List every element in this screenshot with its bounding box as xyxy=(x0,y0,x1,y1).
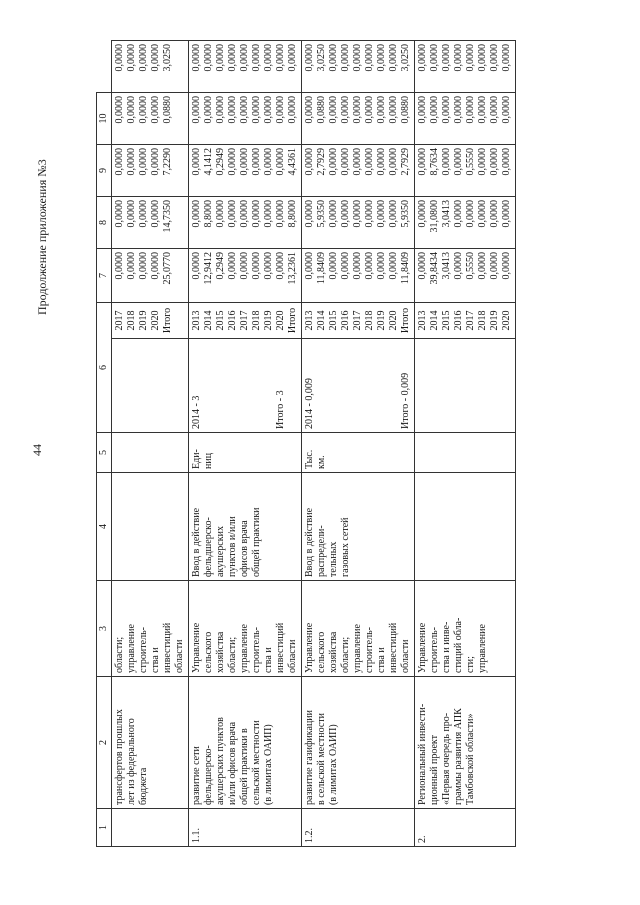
row-number xyxy=(112,809,189,847)
row-total-cell: 0,0000 11,8409 0,0000 0,0000 0,0000 0,0000 0,0000 0,0000 11,8409 xyxy=(302,249,415,303)
row-source-cell: 0,0000 0,0000 0,0000 0,0000 7,2290 xyxy=(112,145,189,197)
column-header: 6 xyxy=(97,303,112,433)
row-source-cell: 0,0000 0,0000 0,0000 0,0000 3,0250 xyxy=(112,41,189,93)
row-source-cell: 0,0000 0,0000 0,0000 0,0000 0,0000 0,0000 0,0000 0,0000 xyxy=(415,93,516,145)
row-source-cell: 0,0000 5,9350 0,0000 0,0000 0,0000 0,0000 0,0000 0,0000 5,9350 xyxy=(302,197,415,249)
row-name-cell: развитие газификации в сельской местности (в лимитах ОАИП) xyxy=(302,677,415,809)
row-total-cell: 0,0000 12,9412 0,2949 0,0000 0,0000 0,0000 0,0000 0,0000 13,2361 xyxy=(189,249,302,303)
row-unit-cell xyxy=(415,433,516,473)
row-unit-cell: Еди- ниц xyxy=(189,433,302,473)
page-number: 44 xyxy=(30,444,44,456)
row-unit-cell: Тыс. км. xyxy=(302,433,415,473)
row-years-cell: 2017 2018 2019 2020 Итого xyxy=(112,303,189,339)
column-header: 2 xyxy=(97,677,112,809)
row-indicator-cell xyxy=(415,473,516,581)
row-indicator-cell: Ввод в действие фельдшерско- акушерских пунктов и/или офисов врача общей практики xyxy=(189,473,302,581)
row-source-cell: 0,0000 31,0800 3,0413 0,0000 0,0000 0,0000 0,0000 0,0000 xyxy=(415,197,516,249)
row-executor-cell: Управление строитель- ства и инве- стиций обла- сти; управление xyxy=(415,581,516,677)
row-executor-cell: Управление сельского хозяйства области; управление строитель- ства и инвестиций области xyxy=(302,581,415,677)
row-name-cell: трансфертов прошлых лет из федерального бюджета xyxy=(112,677,189,809)
row-source-cell: 0,0000 8,7634 0,0000 0,0000 0,5550 0,0000 0,0000 0,0000 xyxy=(415,145,516,197)
column-header: 10 xyxy=(97,93,112,145)
row-indicator-cell xyxy=(112,473,189,581)
column-header: 1 xyxy=(97,809,112,847)
row-target-cell: 2014 - 0,009 Итого - 0,009 xyxy=(302,339,415,433)
row-name-cell: Региональный инвести- ционный проект «Первая очередь про- граммы развития АПК Тамбовской области» xyxy=(415,677,516,809)
table-row xyxy=(189,41,302,847)
row-source-cell: 0,0000 8,8000 0,0000 0,0000 0,0000 0,0000 0,0000 0,0000 8,8000 xyxy=(189,197,302,249)
row-source-cell: 0,0000 0,0000 0,0000 0,0000 0,0000 0,0000 0,0000 0,0000 0,0000 xyxy=(189,93,302,145)
row-target-cell xyxy=(415,339,516,433)
row-executor-cell: Управление сельского хозяйства области; управление строитель- ства и инвестиций области xyxy=(189,581,302,677)
row-years-cell: 2013 2014 2015 2016 2017 2018 2019 2020 Итого xyxy=(302,303,415,339)
row-indicator-cell: Ввод в действие распредели- тельных газовых сетей xyxy=(302,473,415,581)
row-source-cell: 0,0000 0,0880 0,0000 0,0000 0,0000 0,0000 0,0000 0,0000 0,0880 xyxy=(302,93,415,145)
column-header: 8 xyxy=(97,197,112,249)
continuation-title: Продолжение приложения №3 xyxy=(35,159,49,315)
row-source-cell: 0,0000 0,0000 0,0000 0,0000 0,0880 xyxy=(112,93,189,145)
row-target-cell: 2014 - 3 Итого - 3 xyxy=(189,339,302,433)
column-header: 5 xyxy=(97,433,112,473)
table-header-row xyxy=(97,41,112,847)
row-number: 1.1. xyxy=(189,809,302,847)
row-years-cell: 2013 2014 2015 2016 2017 2018 2019 2020 xyxy=(415,303,516,339)
row-total-cell: 0,0000 39,8434 3,0413 0,0000 0,5550 0,0000 0,0000 0,0000 xyxy=(415,249,516,303)
column-header: 4 xyxy=(97,473,112,581)
row-source-cell: 0,0000 0,0000 0,0000 0,0000 0,0000 0,0000 0,0000 0,0000 xyxy=(415,41,516,93)
column-header: 9 xyxy=(97,145,112,197)
table-row xyxy=(415,41,516,847)
row-total-cell: 0,0000 0,0000 0,0000 0,0000 25,0770 xyxy=(112,249,189,303)
row-number: 2. xyxy=(415,809,516,847)
table-row xyxy=(112,41,189,847)
row-source-cell: 0,0000 0,0000 0,0000 0,0000 14,7350 xyxy=(112,197,189,249)
row-unit-cell xyxy=(112,433,189,473)
program-table xyxy=(96,40,516,847)
row-source-cell: 0,0000 0,0000 0,0000 0,0000 0,0000 0,0000 0,0000 0,0000 0,0000 xyxy=(189,41,302,93)
table-row xyxy=(302,41,415,847)
row-name-cell: развитие сети фельдшерско- акушерских пунктов и/или офисов врача общей практики в сельской местности (в лимитах ОАИП) xyxy=(189,677,302,809)
row-source-cell: 0,0000 4,1412 0,2949 0,0000 0,0000 0,0000 0,0000 0,0000 4,4361 xyxy=(189,145,302,197)
column-header: 7 xyxy=(97,249,112,303)
row-years-cell: 2013 2014 2015 2016 2017 2018 2019 2020 Итого xyxy=(189,303,302,339)
row-executor-cell: области; управление строитель- ства и инвестиций области xyxy=(112,581,189,677)
row-source-cell: 0,0000 2,7929 0,0000 0,0000 0,0000 0,0000 0,0000 0,0000 2,7929 xyxy=(302,145,415,197)
column-header: 3 xyxy=(97,581,112,677)
row-source-cell: 0,0000 3,0250 0,0000 0,0000 0,0000 0,0000 0,0000 0,0000 3,0250 xyxy=(302,41,415,93)
row-target-cell xyxy=(112,339,189,433)
row-number: 1.2. xyxy=(302,809,415,847)
